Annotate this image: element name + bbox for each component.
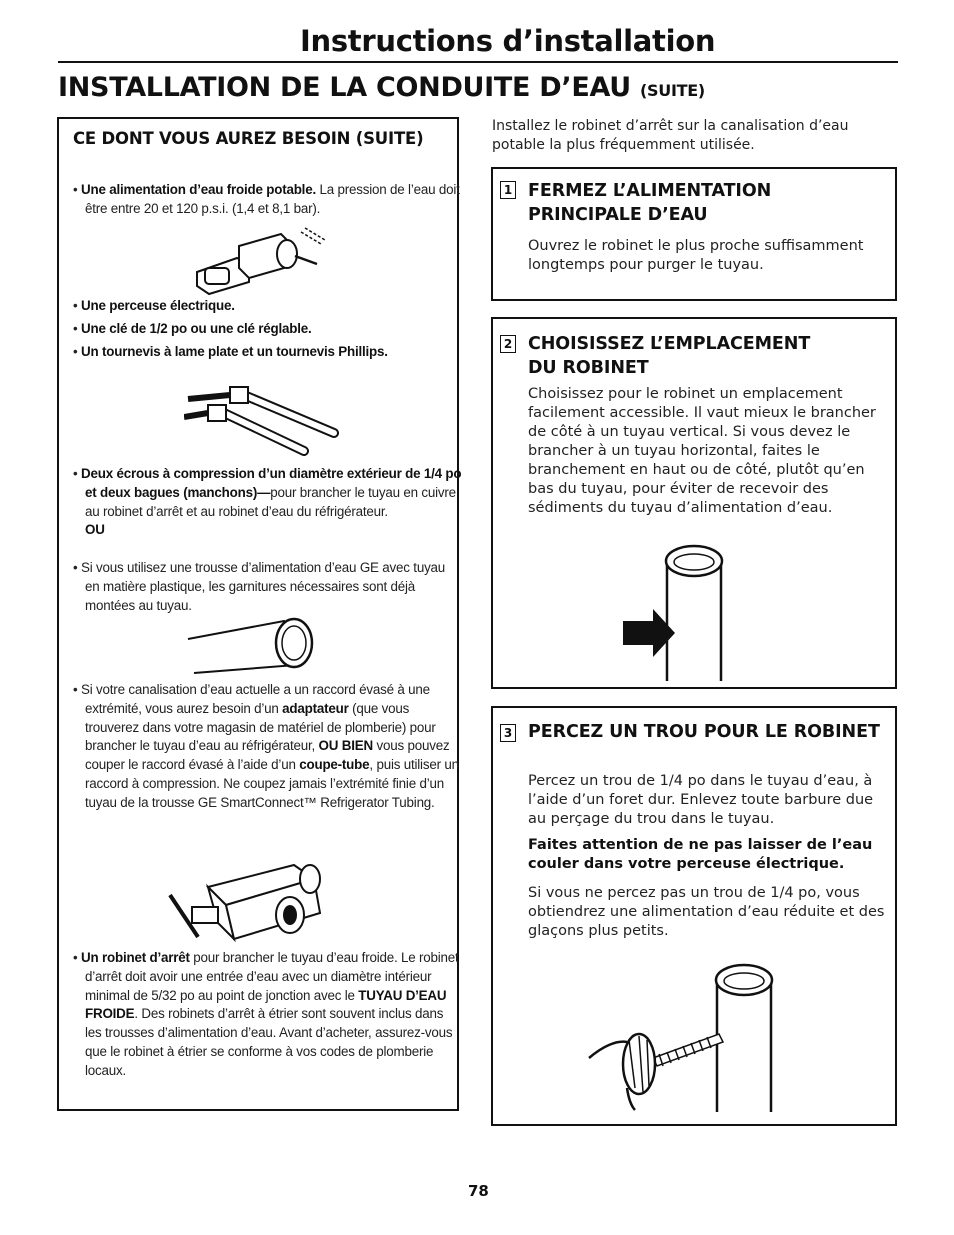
step-title: CHOISISSEZ L’EMPLACEMENT DU ROBINET bbox=[528, 334, 811, 378]
step-text: Choisissez pour le robinet un emplacement facilement accessible. Il vaut mieux le brancher de côté à un tuyau vertical. Si vous devez le brancher à un tuyau horizontal, faites le branchement en haut ou de côté, plutôt qu’en bas du tuyau, pour éviter de recevoir des sédiments du tuyau d’alimentation d’eau. bbox=[528, 386, 876, 516]
vertical-pipe-illustration bbox=[613, 541, 733, 681]
step-note: Si vous ne percez pas un trou de 1/4 po, vous obtiendrez une alimentation d’eau réduite et des glaçons plus petits. bbox=[528, 885, 885, 939]
step-warning: Faites attention de ne pas laisser de l’eau couler dans votre perceuse électrique. bbox=[528, 837, 873, 872]
step-title: FERMEZ L’ALIMENTATION PRINCIPALE D’EAU bbox=[528, 181, 772, 225]
section-heading bbox=[58, 72, 705, 103]
requirements-heading: CE DONT VOUS AUREZ BESOIN (SUITE) bbox=[73, 129, 424, 148]
compression-nuts-item: • Deux écrous à compression d’un diamètre extérieur de 1/4 po et deux bagues (manchons)—pour brancher le tuyau en cuivre au robinet d’arrêt et au robinet d’eau du réfrigérateur. OU bbox=[73, 466, 462, 538]
shutoff-valve-illustration bbox=[164, 857, 334, 949]
page-title: Instructions d’installation bbox=[300, 24, 716, 58]
step-number: 1 bbox=[500, 181, 516, 199]
step-2-box bbox=[491, 317, 897, 689]
page-number: 78 bbox=[468, 1182, 489, 1200]
step-1-box bbox=[491, 167, 897, 301]
compression-fittings-illustration bbox=[184, 383, 344, 463]
shutoff-valve-item: • Un robinet d’arrêt pour brancher le tuyau d’eau froide. Le robinet d’arrêt doit avoir une entrée d’eau avec un diamètre intérieur minimal de 5/32 po au point de jonction avec le TUYAU D’EAU FROIDE. Des robinets d’arrêt à étrier sont souvent inclus dans les trousses d’alimentation d’eau. Avant d’acheter, assurez-vous que le robinet à étrier se conforme à vos codes de plomberie locaux. bbox=[73, 950, 459, 1078]
kit-item: • Si vous utilisez une trousse d’alimentation d’eau GE avec tuyau en matière plastique, les garnitures nécessaires sont déjà montées au tuyau. bbox=[73, 560, 446, 613]
drill-item: • Une perceuse électrique. bbox=[73, 298, 235, 313]
step-text: Percez un trou de 1/4 po dans le tuyau d’eau, à l’aide d’un foret dur. Enlevez toute barbure due au perçage du trou dans le tuyau. bbox=[528, 773, 874, 827]
drilling-pipe-illustration bbox=[583, 962, 783, 1112]
water-supply-item: • Une alimentation d’eau froide potable. La pression de l’eau doit être entre 20 et 120 p.s.i. (1,4 et 8,1 bar). bbox=[73, 182, 460, 216]
drill-illustration bbox=[189, 224, 329, 296]
title-divider bbox=[58, 61, 898, 63]
wrench-item: • Une clé de 1/2 po ou une clé réglable. bbox=[73, 321, 312, 336]
step-3-box bbox=[491, 706, 897, 1126]
intro-text: Installez le robinet d’arrêt sur la canalisation d’eau potable la plus fréquemment utilisée. bbox=[492, 118, 849, 153]
step-text: Ouvrez le robinet le plus proche suffisamment longtemps pour purger le tuyau. bbox=[528, 238, 864, 273]
adapter-item: • Si votre canalisation d’eau actuelle a un raccord évasé à une extrémité, vous aurez besoin d’un adaptateur (que vous trouverez dans votre magasin de matériel de plomberie) pour brancher le tuyau d’eau au réfrigérateur, OU BIEN vous pouvez couper le raccord évasé à l’aide d’un coupe-tube, puis utiliser un raccord à compression. Ne coupez jamais l’extrémité finie d’un tuyau de la trousse GE SmartConnect™ Refrigerator Tubing. bbox=[73, 682, 459, 810]
requirements-box bbox=[57, 117, 462, 1111]
plastic-tubing-illustration bbox=[184, 615, 324, 679]
section-title: INSTALLATION DE LA CONDUITE D’EAU bbox=[58, 72, 631, 103]
step-title: PERCEZ UN TROU POUR LE ROBINET bbox=[528, 722, 880, 742]
screwdrivers-item: • Un tournevis à lame plate et un tournevis Phillips. bbox=[73, 344, 388, 359]
step-number: 3 bbox=[500, 724, 516, 742]
section-suffix: (SUITE) bbox=[640, 81, 705, 100]
step-number: 2 bbox=[500, 335, 516, 353]
